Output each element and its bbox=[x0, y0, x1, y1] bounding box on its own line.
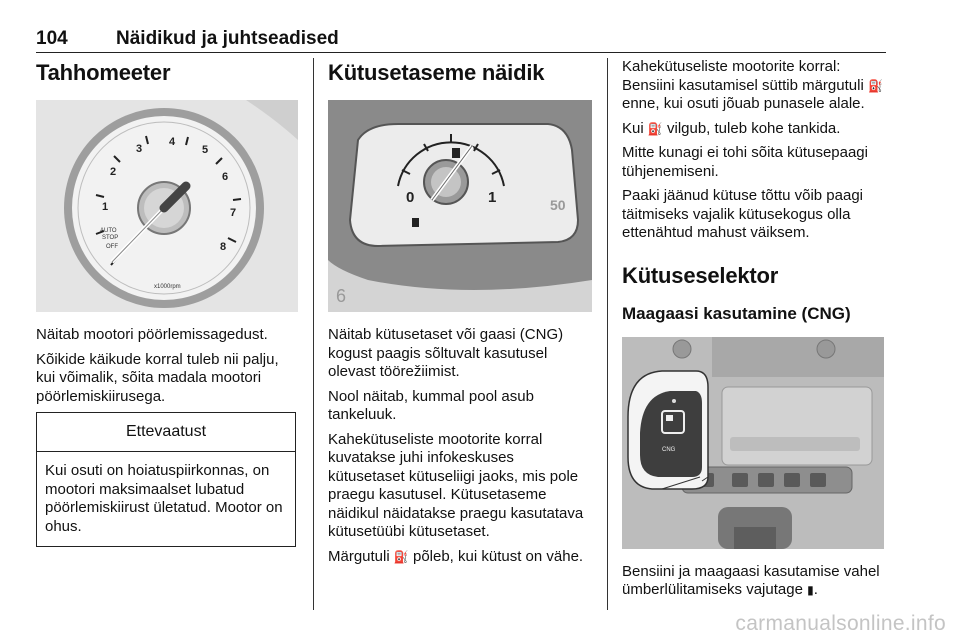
column-divider bbox=[607, 58, 608, 610]
paragraph: Kui ⛽ vilgub, tuleb kohe tankida. bbox=[622, 119, 841, 137]
fuel-icon: ⛽ bbox=[647, 121, 663, 136]
fuel-full-label: 1 bbox=[488, 189, 497, 206]
fuel-icon bbox=[452, 148, 460, 158]
fuel-selector-drawing bbox=[622, 337, 884, 549]
tach-tick-label: 2 bbox=[110, 166, 117, 178]
tachometer-illustration bbox=[36, 100, 298, 312]
tach-tick-label: 4 bbox=[169, 136, 176, 148]
column-divider bbox=[313, 58, 314, 610]
caution-text: Kui osuti on hoiatuspiirkonnas, on mootori maksimaalset lubatud pöörlemiskiirust ületatud. Mootor on ohus. bbox=[45, 462, 283, 535]
page-header bbox=[36, 28, 886, 53]
fuel-icon: ⛽ bbox=[867, 78, 883, 93]
cng-label: CNG bbox=[662, 446, 676, 453]
fuel-gauge-drawing bbox=[328, 100, 592, 312]
paragraph: Kõikide käikude korral tuleb nii palju, kui võimalik, sõita madala mootori pöörlemiskiirusega. bbox=[36, 350, 279, 405]
tachometer-drawing bbox=[36, 100, 298, 312]
tach-tick-label: 5 bbox=[202, 144, 209, 156]
watermark: carmanualsonline.info bbox=[735, 612, 946, 635]
section-heading-fuel-gauge: Kütusetaseme näidik bbox=[328, 60, 545, 85]
paragraph: Näitab mootori pöörlemissagedust. bbox=[36, 326, 268, 343]
paragraph: Kahekütuseliste mootorite korral: Bensiini kasutamisel süttib märgutuli ⛽ enne, kui osuti jõuab punasele alale. bbox=[622, 58, 883, 112]
paragraph: Nool näitab, kummal pool asub tankeluuk. bbox=[328, 387, 534, 423]
column-fuel-selector bbox=[622, 58, 888, 606]
paragraph: Näitab kütusetaset või gaasi (CNG) kogust paagis sõltuvalt kasutusel olevast töörežiimist. bbox=[328, 326, 564, 380]
tach-label: 6 bbox=[336, 286, 347, 306]
tach-tick-label: 6 bbox=[222, 171, 229, 183]
chapter-title: Näidikud ja juhtseadised bbox=[116, 28, 339, 49]
rpm-unit-label: x1000rpm bbox=[154, 284, 181, 290]
fuel-switch-icon: ▮ bbox=[807, 583, 814, 597]
auto-stop-label: STOP bbox=[102, 235, 119, 241]
paragraph: Bensiini ja maagaasi kasutamise vahel ümberlülitamiseks vajutage ▮. bbox=[622, 562, 880, 598]
speed-label: 50 bbox=[550, 197, 566, 213]
auto-stop-label: OFF bbox=[106, 244, 118, 250]
tach-tick-label: 3 bbox=[136, 143, 143, 155]
low-fuel-icon bbox=[412, 218, 419, 227]
page-number: 104 bbox=[36, 28, 68, 49]
fuel-icon: ⛽ bbox=[393, 549, 409, 564]
caution-body bbox=[37, 452, 295, 546]
column-fuel-gauge bbox=[328, 58, 594, 572]
paragraph: Märgutuli ⛽ põleb, kui kütust on vähe. bbox=[328, 547, 584, 565]
fuel-empty-label: 0 bbox=[406, 189, 415, 206]
paragraph: Mitte kunagi ei tohi sõita kütusepaagi tühjenemiseni. bbox=[622, 144, 868, 180]
subsection-heading-cng: Maagaasi kasutamine (CNG) bbox=[622, 303, 851, 323]
caution-box bbox=[36, 412, 296, 547]
fuel-gauge-illustration bbox=[328, 100, 592, 312]
caution-title: Ettevaatust bbox=[37, 413, 295, 452]
tach-tick-label: 7 bbox=[230, 207, 237, 219]
paragraph: Paaki jäänud kütuse tõttu võib paagi täitmiseks vajalik kütusekogus olla ettenähtud mahust väiksem. bbox=[622, 187, 864, 241]
tach-tick-label: 1 bbox=[102, 201, 109, 213]
tach-tick-label: 8 bbox=[220, 241, 227, 253]
fuel-selector-illustration bbox=[622, 337, 884, 549]
auto-stop-label: AUTO bbox=[100, 228, 117, 234]
paragraph: Kahekütuseliste mootorite korral kuvatakse juhi infokeskuses kütusetaset kütuseliigi jaoks, mis pole praegu kasutusel. Kütusetaseme näidikul näidatakse praegu kasutatava kütusetüübi kütusetaset. bbox=[328, 430, 584, 540]
section-heading-fuel-selector: Kütuseselektor bbox=[622, 262, 779, 288]
section-heading-tachometer: Tahhomeeter bbox=[36, 60, 171, 85]
column-tachometer bbox=[36, 58, 298, 547]
